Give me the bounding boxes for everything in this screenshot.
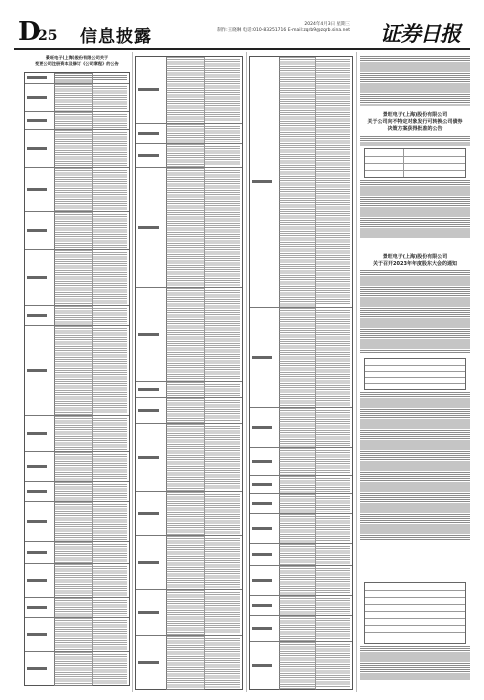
column-divider <box>132 52 133 692</box>
column-4 <box>360 52 470 692</box>
section-title: 信息披露 <box>80 27 152 47</box>
notice-1-title: 景旺电子(上海)股份有限公司 关于公司向不特定对象发行可转换公司债券 决策方案获得批准的公告 <box>367 112 463 132</box>
masthead-logo: 证券日报 <box>380 21 460 46</box>
col1-title: 景旺电子(上海)股份有限公司关于 变更公司注册资本及修订《公司章程》的公告 <box>35 55 119 66</box>
column-divider <box>246 52 247 692</box>
body-text <box>360 180 470 238</box>
proxy-table <box>364 582 466 644</box>
date-line: 2024年4月3日 星期三 <box>304 22 350 27</box>
column-divider <box>356 52 357 692</box>
page-number: 25 <box>38 28 58 44</box>
page-letter: D <box>18 17 41 47</box>
body-text <box>360 392 470 540</box>
info-table <box>364 148 466 178</box>
header-rule <box>14 48 470 50</box>
body-text <box>360 136 470 146</box>
amendment-table <box>24 72 130 686</box>
body-text <box>360 646 470 680</box>
notice-2-title: 景旺电子(上海)股份有限公司 关于召开2023年年度股东大会的通知 <box>373 254 457 267</box>
amendment-table-continued <box>249 56 353 690</box>
column-2 <box>135 52 243 692</box>
proposals-table <box>364 358 466 390</box>
contact-line: 制作:王晓琳 电话:010-83251716 E-mail:zqrb9@zqrb.sina.net <box>217 28 350 33</box>
body-text <box>360 270 470 354</box>
amendment-table-continued <box>135 56 243 690</box>
header-meta <box>217 22 350 34</box>
column-3 <box>249 52 353 692</box>
column-1 <box>24 52 130 692</box>
page-header <box>14 18 470 46</box>
body-text <box>360 56 470 106</box>
